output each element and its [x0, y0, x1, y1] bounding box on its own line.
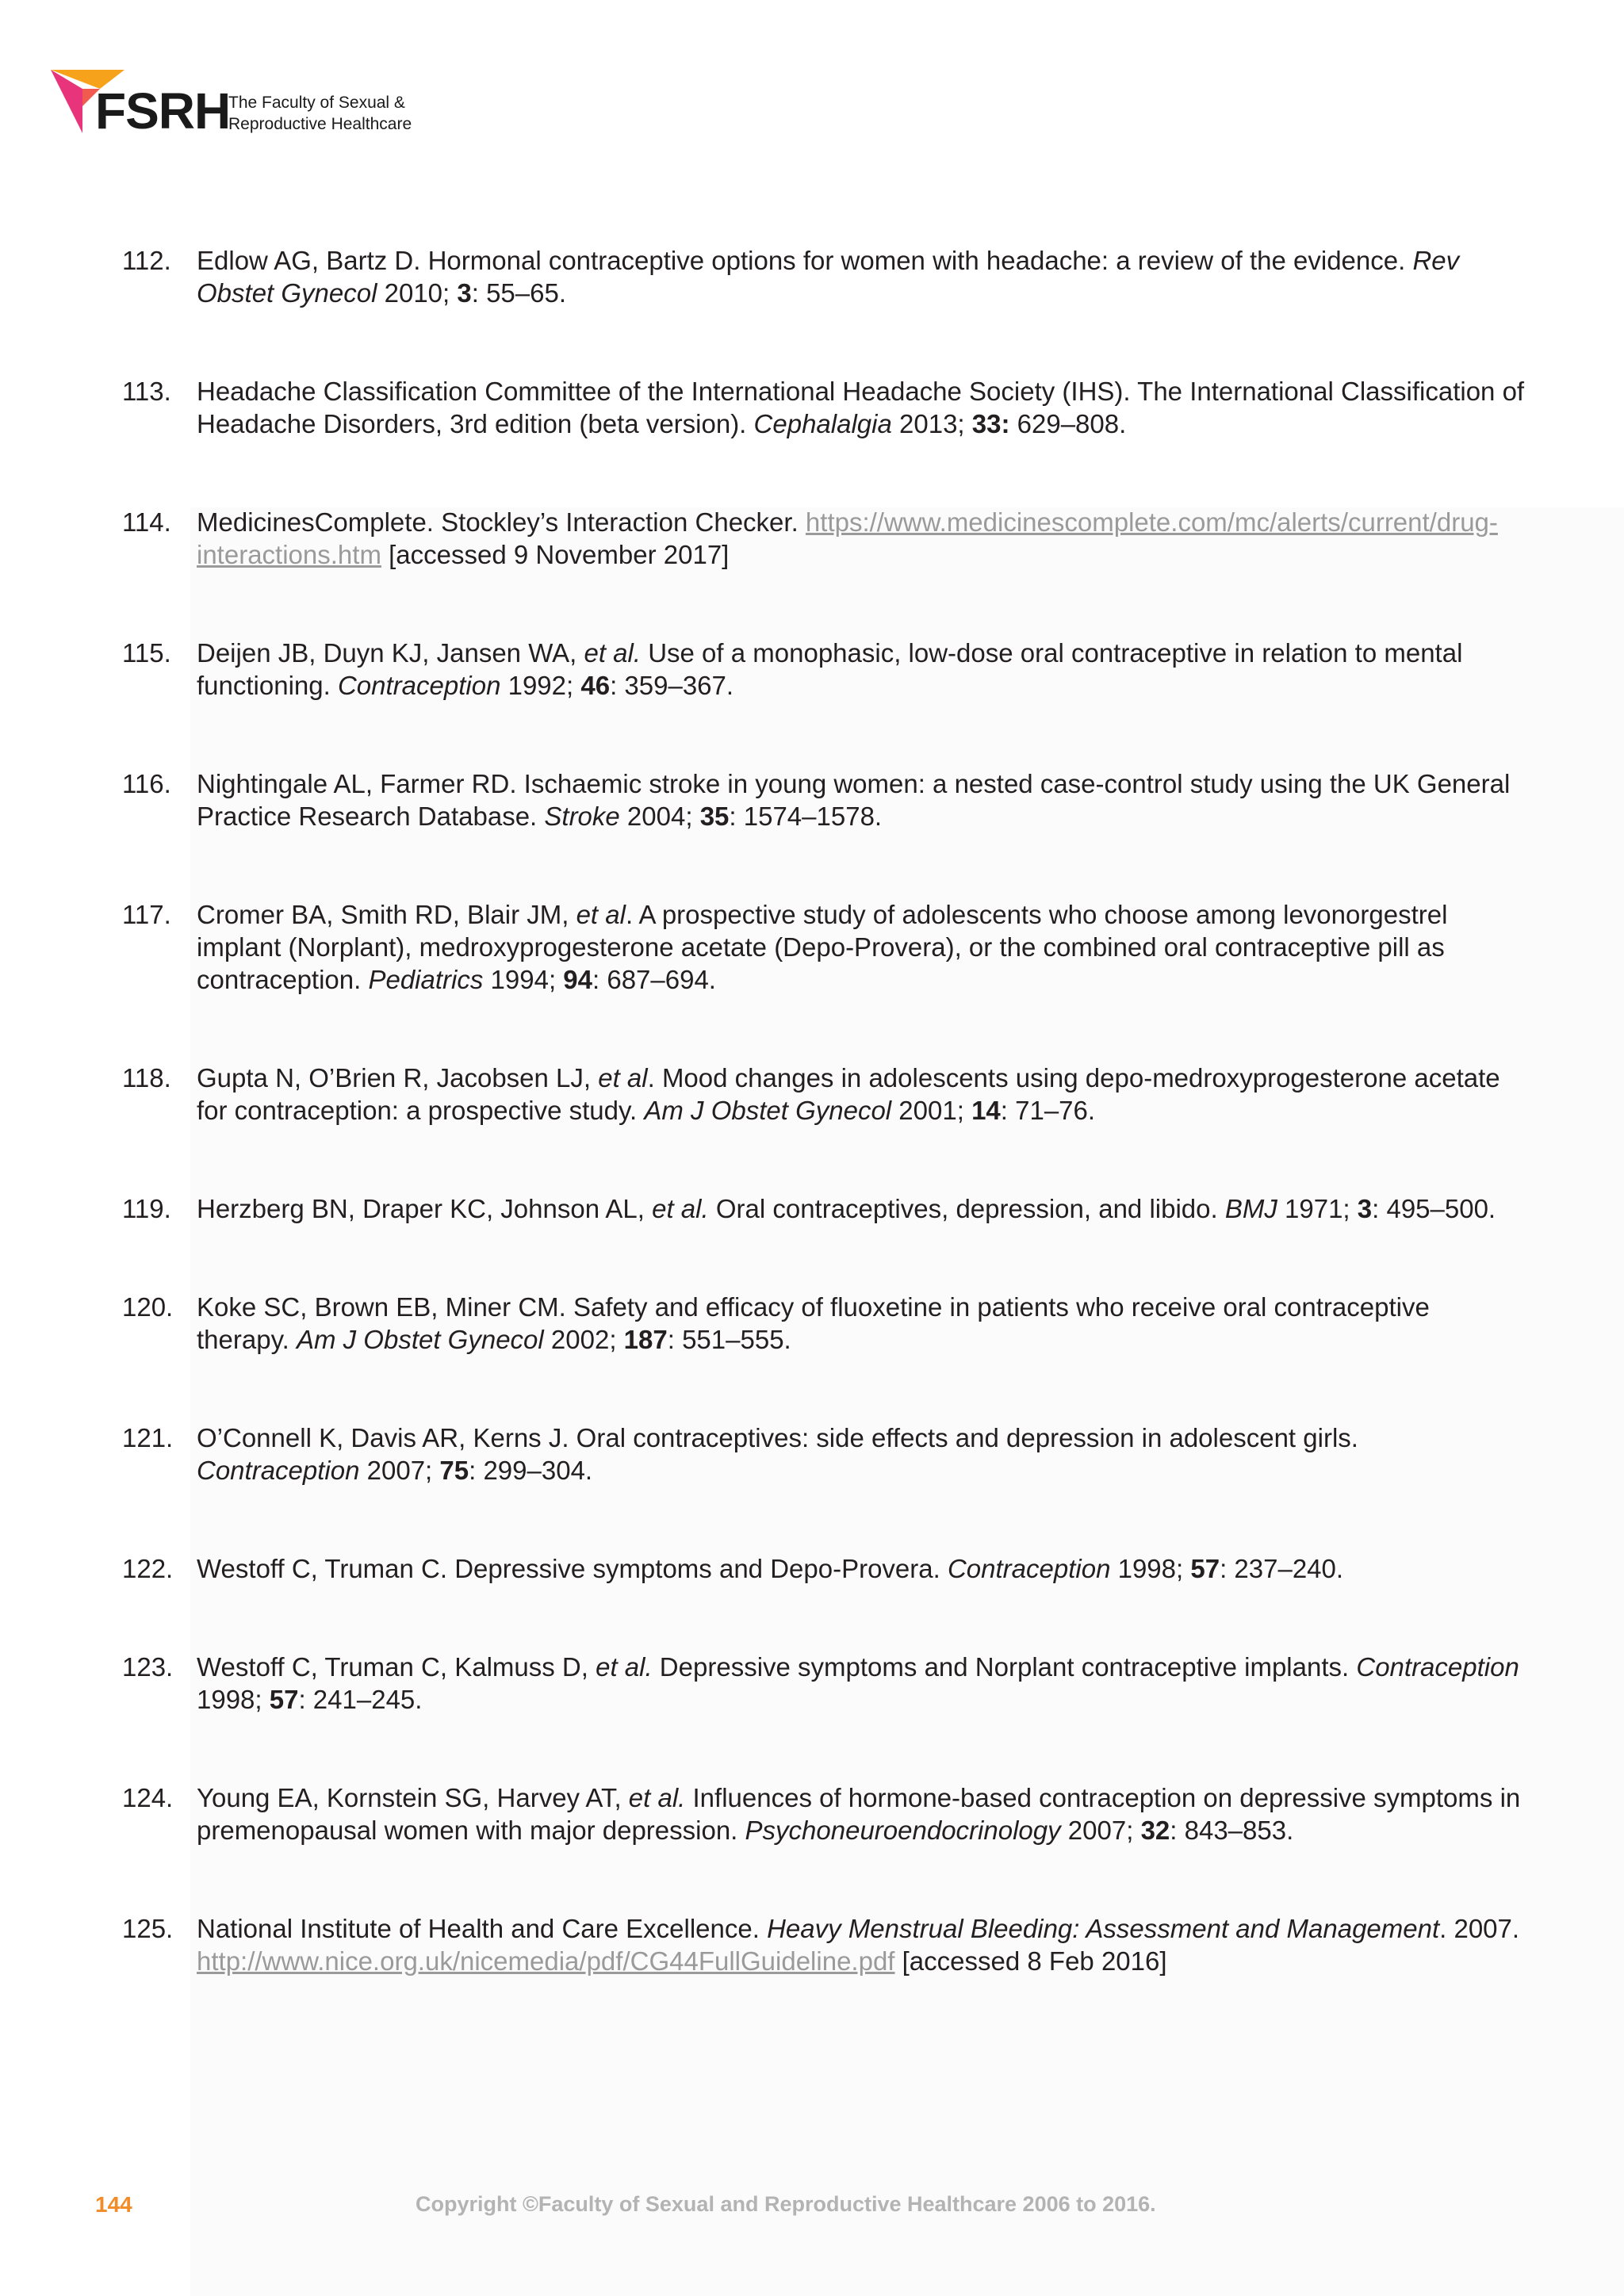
- reference-number: 113.: [122, 377, 171, 406]
- reference-volume: 57: [269, 1685, 299, 1714]
- reference-text: Oral contraceptives, depression, and libido.: [708, 1194, 1225, 1223]
- reference-volume: 57: [1190, 1554, 1220, 1583]
- logo-tagline: [228, 92, 466, 135]
- reference-volume: 35: [699, 802, 730, 831]
- reference-text: Gupta N, O’Brien R, Jacobsen LJ,: [197, 1063, 599, 1093]
- reference-number: 114.: [122, 507, 171, 537]
- reference-text: : 687–694.: [592, 965, 716, 994]
- reference-text: 2013;: [891, 409, 972, 438]
- reference-item: [122, 375, 1526, 440]
- reference-text: 1971;: [1277, 1194, 1358, 1223]
- reference-number: 123.: [122, 1652, 174, 1682]
- reference-text: 2001;: [891, 1096, 972, 1125]
- reference-text: Nightingale AL, Farmer RD. Ischaemic stroke in young women: a nested case-control study using the UK General Practice Research Database.: [197, 769, 1511, 831]
- reference-italic-text: Heavy Menstrual Bleeding: Assessment and Management: [767, 1914, 1440, 1943]
- reference-text: 2004;: [619, 802, 700, 831]
- reference-italic-text: Am J Obstet Gynecol: [644, 1096, 892, 1125]
- reference-volume: 187: [623, 1325, 668, 1354]
- copyright-notice: Copyright ©Faculty of Sexual and Reproductive Healthcare 2006 to 2016.: [416, 2192, 1156, 2216]
- reference-text: 1998;: [197, 1685, 270, 1714]
- reference-number: 122.: [122, 1554, 174, 1583]
- reference-text: O’Connell K, Davis AR, Kerns J. Oral contraceptives: side effects and depression in adolescent girls.: [197, 1423, 1358, 1452]
- reference-link[interactable]: https://www.medicinescomplete.com/mc/alerts/current/drug-interactions.htm: [197, 507, 1498, 569]
- logo-wordmark: FSRH: [95, 82, 231, 140]
- reference-text: : 71–76.: [1000, 1096, 1096, 1125]
- reference-italic-text: et al: [598, 1063, 648, 1093]
- reference-number: 121.: [122, 1423, 174, 1452]
- reference-number: 116.: [122, 769, 171, 798]
- reference-number: 112.: [122, 246, 171, 275]
- reference-volume: 32: [1140, 1816, 1170, 1845]
- reference-italic-text: Contraception: [337, 671, 501, 700]
- reference-text: Westoff C, Truman C, Kalmuss D,: [197, 1652, 596, 1682]
- reference-italic-text: Psychoneuroendocrinology: [745, 1816, 1061, 1845]
- reference-text: Herzberg BN, Draper KC, Johnson AL,: [197, 1194, 653, 1223]
- reference-text: Westoff C, Truman C. Depressive symptoms and Depo-Provera.: [197, 1554, 948, 1583]
- reference-number: 120.: [122, 1292, 174, 1322]
- reference-item: [122, 1422, 1526, 1487]
- reference-text: 2007;: [1060, 1816, 1141, 1845]
- reference-volume: 3: [457, 278, 472, 308]
- reference-italic-text: Stroke: [544, 802, 620, 831]
- reference-item: [122, 1912, 1526, 1977]
- reference-text: Edlow AG, Bartz D. Hormonal contraceptive options for women with headache: a review of the evidence.: [197, 246, 1413, 275]
- reference-text: Influences of hormone-based contraception on depressive symptoms in premenopausal women with major depression.: [197, 1783, 1521, 1845]
- reference-italic-text: Cephalalgia: [753, 409, 892, 438]
- reference-text: National Institute of Health and Care Excellence.: [197, 1914, 768, 1943]
- reference-text: : 495–500.: [1372, 1194, 1496, 1223]
- reference-text: Headache Classification Committee of the International Headache Society (IHS). The International Classification of Headache Disorders, 3rd edition (beta version).: [197, 377, 1525, 438]
- reference-item: [122, 637, 1526, 702]
- reference-text: : 359–367.: [610, 671, 734, 700]
- reference-text: MedicinesComplete. Stockley’s Interaction Checker.: [197, 507, 806, 537]
- reference-number: 119.: [122, 1194, 171, 1223]
- reference-text: [accessed 9 November 2017]: [381, 540, 730, 569]
- reference-volume: 75: [439, 1456, 469, 1485]
- reference-text: Young EA, Kornstein SG, Harvey AT,: [197, 1783, 629, 1812]
- reference-text: . A prospective study of adolescents who choose among levonorgestrel implant (Norplant), medroxyprogesterone acetate (Depo-Provera), or the combined oral contraceptive pill as contraception.: [197, 900, 1448, 994]
- reference-text: Koke SC, Brown EB, Miner CM. Safety and efficacy of fluoxetine in patients who receive oral contraceptive therapy.: [197, 1292, 1430, 1354]
- tagline-line-2: Reproductive Healthcare: [228, 115, 412, 133]
- reference-text: 1992;: [500, 671, 581, 700]
- tagline-line-1: The Faculty of Sexual &: [228, 94, 405, 112]
- reference-text: : 55–65.: [471, 278, 567, 308]
- reference-item: [122, 1291, 1526, 1356]
- fsrh-logo[interactable]: [49, 68, 462, 140]
- reference-text: 1998;: [1110, 1554, 1191, 1583]
- reference-italic-text: et al.: [652, 1194, 709, 1223]
- reference-item: [122, 1062, 1526, 1127]
- reference-text: : 1574–1578.: [729, 802, 883, 831]
- reference-text: Depressive symptoms and Norplant contraceptive implants.: [652, 1652, 1357, 1682]
- reference-volume: 3: [1357, 1194, 1373, 1223]
- reference-volume: 33:: [971, 409, 1010, 438]
- reference-italic-text: Pediatrics: [368, 965, 484, 994]
- reference-item: [122, 767, 1526, 832]
- reference-italic-text: et al.: [596, 1652, 653, 1682]
- reference-text: Cromer BA, Smith RD, Blair JM,: [197, 900, 576, 929]
- reference-list: [122, 244, 1526, 2043]
- reference-text: 2002;: [543, 1325, 624, 1354]
- reference-text: 2010;: [377, 278, 458, 308]
- reference-number: 124.: [122, 1783, 174, 1812]
- reference-italic-text: BMJ: [1224, 1194, 1277, 1223]
- reference-text: : 299–304.: [469, 1456, 593, 1485]
- reference-item: [122, 1192, 1526, 1225]
- reference-italic-text: et al.: [584, 638, 642, 668]
- reference-volume: 14: [971, 1096, 1001, 1125]
- reference-volume: 94: [563, 965, 592, 994]
- reference-item: [122, 506, 1526, 571]
- reference-text: . Mood changes in adolescents using depo-medroxyprogesterone acetate for contraception: a prospective study.: [197, 1063, 1500, 1125]
- reference-text: 1994;: [483, 965, 564, 994]
- reference-item: [122, 1552, 1526, 1585]
- reference-italic-text: Am J Obstet Gynecol: [296, 1325, 544, 1354]
- reference-item: [122, 244, 1526, 309]
- reference-text: . 2007.: [1439, 1914, 1520, 1943]
- reference-italic-text: et al: [576, 900, 626, 929]
- reference-italic-text: Rev Obstet Gynecol: [197, 246, 1460, 308]
- reference-number: 118.: [122, 1063, 171, 1093]
- reference-link[interactable]: http://www.nice.org.uk/nicemedia/pdf/CG44FullGuideline.pdf: [197, 1946, 895, 1976]
- reference-italic-text: Contraception: [947, 1554, 1111, 1583]
- reference-number: 115.: [122, 638, 171, 668]
- reference-item: [122, 1781, 1526, 1846]
- reference-volume: 46: [580, 671, 611, 700]
- reference-item: [122, 898, 1526, 996]
- reference-number: 125.: [122, 1914, 174, 1943]
- reference-italic-text: et al.: [628, 1783, 686, 1812]
- reference-italic-text: Contraception: [197, 1456, 360, 1485]
- page-number: 144: [95, 2192, 132, 2217]
- reference-text: Deijen JB, Duyn KJ, Jansen WA,: [197, 638, 584, 668]
- reference-text: : 237–240.: [1220, 1554, 1344, 1583]
- reference-text: : 241–245.: [298, 1685, 423, 1714]
- reference-text: Use of a monophasic, low-dose oral contraceptive in relation to mental functioning.: [197, 638, 1463, 700]
- reference-text: [accessed 8 Feb 2016]: [894, 1946, 1167, 1976]
- reference-text: : 843–853.: [1170, 1816, 1294, 1845]
- reference-number: 117.: [122, 900, 171, 929]
- reference-text: 629–808.: [1009, 409, 1127, 438]
- reference-italic-text: Contraception: [1356, 1652, 1519, 1682]
- reference-item: [122, 1651, 1526, 1716]
- reference-text: 2007;: [359, 1456, 440, 1485]
- reference-text: : 551–555.: [667, 1325, 791, 1354]
